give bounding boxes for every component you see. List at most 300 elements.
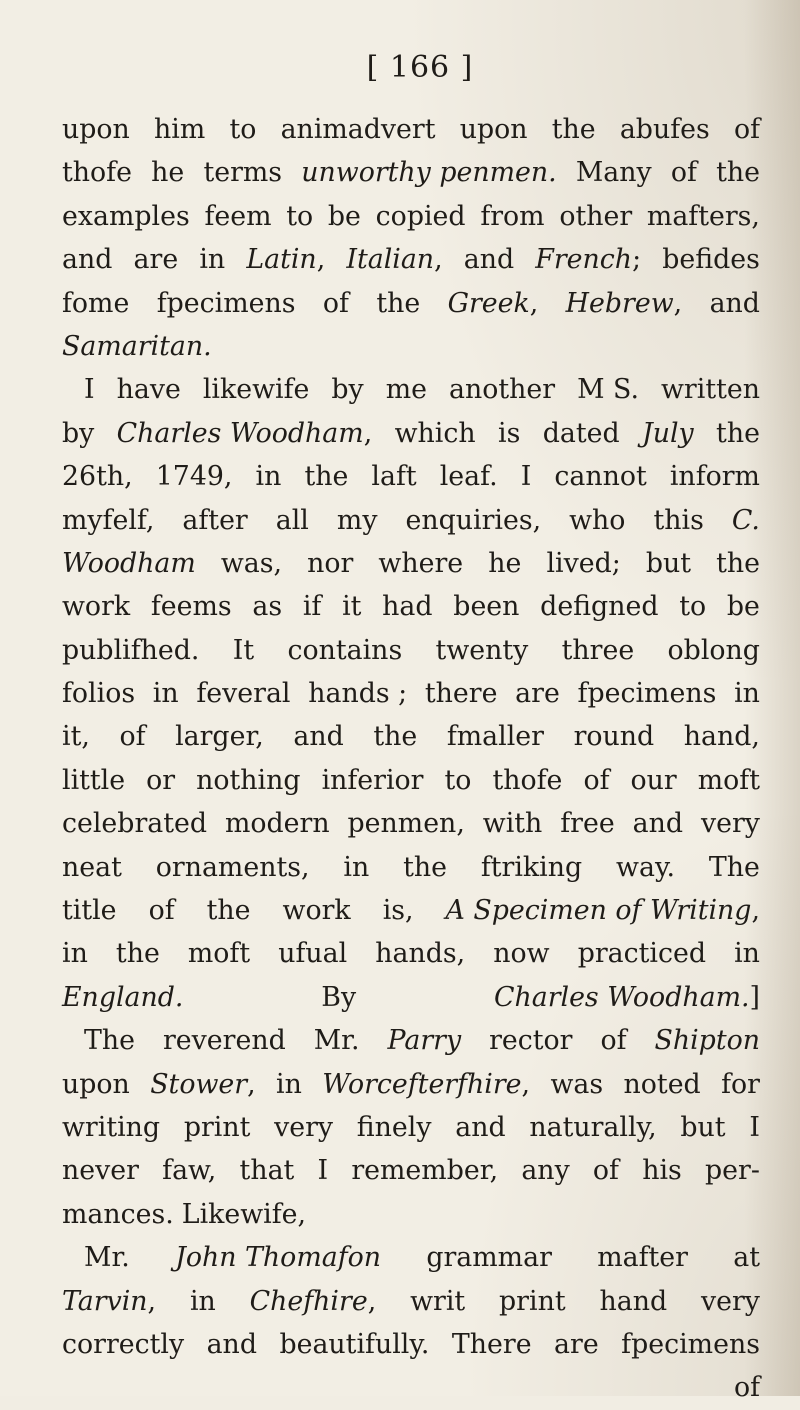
word xyxy=(661,368,760,411)
word xyxy=(322,1063,530,1106)
word-text: of xyxy=(119,721,146,753)
word-text: other xyxy=(559,200,633,232)
word xyxy=(616,846,675,889)
word xyxy=(62,151,132,194)
word xyxy=(566,282,683,325)
word xyxy=(62,1193,174,1236)
word-text: upon xyxy=(459,114,528,145)
word-text: I xyxy=(317,1155,329,1187)
word xyxy=(670,455,760,498)
word-text: hand xyxy=(599,1285,668,1317)
word xyxy=(62,585,130,628)
word-text: print xyxy=(183,1111,251,1143)
word-text: which xyxy=(394,417,476,449)
word-text: to xyxy=(679,591,707,623)
word-text: It xyxy=(232,634,255,666)
text-line xyxy=(62,1106,760,1149)
text-line xyxy=(62,802,760,845)
word xyxy=(119,715,145,758)
word xyxy=(154,108,205,151)
word-text: grammar xyxy=(426,1242,552,1274)
word xyxy=(156,846,310,889)
word xyxy=(62,499,154,542)
word-text: likewife xyxy=(202,374,310,406)
italic-word: Chefhire xyxy=(249,1285,368,1317)
word xyxy=(62,542,196,585)
word-text: practiced xyxy=(577,938,706,970)
word-text: fpecimens xyxy=(621,1328,760,1360)
italic-word: Charles Woodham xyxy=(116,417,364,449)
word xyxy=(376,282,420,325)
word xyxy=(578,932,706,975)
text-line xyxy=(62,1149,760,1192)
word xyxy=(624,1063,701,1106)
word-text: twenty xyxy=(435,634,529,666)
word-text: in xyxy=(255,461,282,493)
word-text: title xyxy=(62,895,117,927)
text-line xyxy=(62,151,760,194)
word xyxy=(343,846,369,889)
word-text: larger, xyxy=(175,721,264,753)
word xyxy=(321,976,356,1019)
word xyxy=(84,368,95,411)
word-text: and xyxy=(206,1328,257,1360)
word-text: free xyxy=(560,808,615,840)
word xyxy=(733,1236,760,1279)
word xyxy=(599,1280,667,1323)
word xyxy=(481,846,582,889)
text-line xyxy=(62,325,760,368)
italic-word: unworthy penmen. xyxy=(301,157,557,189)
word-text: , xyxy=(529,287,539,319)
italic-word: England. xyxy=(62,981,184,1013)
word-text: are xyxy=(554,1328,599,1360)
word xyxy=(62,238,112,281)
word-text: oblong xyxy=(667,634,760,666)
italic-word: Samaritan. xyxy=(62,330,212,362)
word xyxy=(631,759,677,802)
text-line xyxy=(62,368,760,411)
word xyxy=(493,932,549,975)
word-text: writing xyxy=(62,1111,161,1143)
word-text: was xyxy=(550,1068,604,1100)
word-text: celebrated xyxy=(62,808,208,840)
word xyxy=(448,282,539,325)
word xyxy=(386,368,427,411)
word xyxy=(337,499,378,542)
word xyxy=(646,542,691,585)
word xyxy=(190,1280,216,1323)
word-text: work xyxy=(62,591,131,623)
word-text: the xyxy=(716,547,760,579)
word xyxy=(668,629,760,672)
word-text: in xyxy=(62,938,88,970)
text-line xyxy=(62,585,760,628)
word xyxy=(576,151,652,194)
word xyxy=(62,325,212,368)
text-line xyxy=(62,846,760,889)
word xyxy=(600,1019,626,1062)
word-text: he xyxy=(151,157,185,189)
word xyxy=(314,1019,360,1062)
italic-word: Latin xyxy=(246,244,317,276)
word xyxy=(287,629,402,672)
word xyxy=(698,759,760,802)
word xyxy=(710,282,760,325)
word-text: Likewife, xyxy=(181,1198,307,1230)
word-text: , xyxy=(751,895,760,927)
word xyxy=(488,542,521,585)
word-text: by xyxy=(331,374,364,406)
word xyxy=(709,846,760,889)
word-text: way. xyxy=(616,851,676,883)
text-line xyxy=(62,976,760,1019)
text-line xyxy=(62,672,760,715)
word-text: is xyxy=(498,417,521,449)
text-line xyxy=(62,1019,760,1062)
italic-word: Shipton xyxy=(654,1025,760,1057)
word xyxy=(489,1019,572,1062)
word xyxy=(559,195,632,238)
word xyxy=(307,542,353,585)
word-text: hands ; xyxy=(308,678,408,710)
word-text: very xyxy=(700,1285,760,1317)
word-text: Mr. xyxy=(84,1242,130,1274)
word xyxy=(62,672,135,715)
word xyxy=(62,1149,139,1192)
word xyxy=(286,195,313,238)
word xyxy=(373,715,417,758)
word-text: thofe xyxy=(492,764,563,796)
word xyxy=(62,715,90,758)
word-text: the xyxy=(115,938,160,970)
word xyxy=(552,108,596,151)
word xyxy=(494,976,760,1019)
word-text: mafters, xyxy=(646,200,760,232)
word-text: print xyxy=(499,1285,566,1317)
word-text: writ xyxy=(410,1285,466,1317)
word-text: that xyxy=(239,1155,295,1187)
word xyxy=(62,1280,156,1323)
word-text: the xyxy=(304,461,349,493)
word xyxy=(151,151,184,194)
word xyxy=(382,585,432,628)
word xyxy=(203,151,282,194)
word-text: but xyxy=(645,547,692,579)
word xyxy=(207,1323,257,1366)
word xyxy=(453,585,519,628)
word xyxy=(62,1106,160,1149)
word xyxy=(221,542,282,585)
word xyxy=(653,499,703,542)
word-text: noted xyxy=(623,1068,701,1100)
word-text: the xyxy=(403,851,447,883)
word-text: who xyxy=(569,504,626,536)
word xyxy=(721,1063,760,1106)
word-text: in xyxy=(734,678,760,710)
word-text: folios xyxy=(62,678,136,710)
word xyxy=(492,759,562,802)
word-text: I xyxy=(520,461,532,493)
word-text: work xyxy=(282,895,351,927)
word-text: for xyxy=(721,1068,760,1100)
word-text: fpecimens xyxy=(577,678,717,710)
word xyxy=(597,1236,688,1279)
word xyxy=(156,455,233,498)
word xyxy=(62,412,94,455)
word xyxy=(318,1149,329,1192)
word-text: neat xyxy=(62,851,122,883)
word xyxy=(204,195,271,238)
italic-word: Worcefterfhire xyxy=(322,1068,522,1100)
word xyxy=(225,802,330,845)
text-line xyxy=(62,238,760,281)
italic-word: French xyxy=(535,244,633,276)
word-text: contains xyxy=(287,634,403,666)
word xyxy=(562,629,635,672)
word-text: upon xyxy=(62,114,130,145)
word-text: very xyxy=(700,808,760,840)
word xyxy=(655,1019,761,1062)
word-text: By xyxy=(321,981,357,1013)
word xyxy=(146,759,175,802)
word xyxy=(233,629,254,672)
word-text: the xyxy=(716,157,760,189)
word xyxy=(499,1280,566,1323)
word xyxy=(328,195,361,238)
word xyxy=(734,932,760,975)
word-text: to xyxy=(229,114,257,145)
word xyxy=(279,1323,429,1366)
word xyxy=(293,715,343,758)
word xyxy=(734,108,760,151)
word xyxy=(716,412,760,455)
text-line xyxy=(62,499,760,542)
word xyxy=(410,1280,465,1323)
word-text: abufes xyxy=(619,114,710,145)
word-text: lived; xyxy=(546,547,621,579)
word-text: of xyxy=(670,157,697,189)
word xyxy=(749,1106,760,1149)
word-text: at xyxy=(733,1242,760,1274)
word-text: it, xyxy=(62,721,90,753)
word xyxy=(515,672,560,715)
word xyxy=(633,802,683,845)
word-text: in xyxy=(343,851,370,883)
word xyxy=(84,1019,135,1062)
word xyxy=(647,195,760,238)
word xyxy=(182,1193,306,1236)
word xyxy=(303,585,322,628)
italic-word: Hebrew xyxy=(565,287,674,319)
word-text: hand, xyxy=(683,721,760,753)
word xyxy=(447,715,544,758)
italic-word: Charles Woodham. xyxy=(493,981,750,1013)
word-text: ; xyxy=(632,244,642,276)
text-line xyxy=(62,412,760,455)
word-text: leaf. xyxy=(439,461,498,493)
word-text: defigned xyxy=(540,591,659,623)
word-text: of xyxy=(733,114,760,145)
word-text: be xyxy=(327,200,361,232)
word xyxy=(342,585,361,628)
word-text: another xyxy=(449,374,556,406)
word xyxy=(529,1106,656,1149)
word-text: I xyxy=(749,1111,760,1143)
word-text: feem xyxy=(204,200,272,232)
word xyxy=(480,195,544,238)
word-text: cannot xyxy=(554,461,647,493)
word-text: dated xyxy=(542,417,620,449)
word-text: in xyxy=(276,1068,302,1100)
word-text: inferior xyxy=(321,764,424,796)
word xyxy=(734,672,760,715)
word xyxy=(62,282,129,325)
word xyxy=(283,889,351,932)
word-text: where xyxy=(378,547,464,579)
word xyxy=(680,1106,725,1149)
word xyxy=(322,759,424,802)
word xyxy=(378,542,463,585)
word-text: myfelf, xyxy=(62,504,155,536)
italic-word: John Thomafon xyxy=(175,1242,382,1274)
text-line xyxy=(62,1366,760,1409)
word-text: him xyxy=(154,114,206,145)
word-text: to xyxy=(286,200,314,232)
word xyxy=(196,672,290,715)
word-text: me xyxy=(385,374,427,406)
word xyxy=(62,108,130,151)
word-text: and xyxy=(709,287,760,319)
word xyxy=(62,802,207,845)
word xyxy=(620,108,710,151)
word xyxy=(163,1019,286,1062)
word-text: have xyxy=(116,374,181,406)
word-text: upon xyxy=(62,1068,130,1100)
italic-word: July xyxy=(641,417,694,449)
word xyxy=(150,1063,255,1106)
word-text: the xyxy=(373,721,418,753)
word-text: the xyxy=(716,417,760,449)
word-text: our xyxy=(630,764,677,796)
word-text: to xyxy=(444,764,472,796)
word xyxy=(331,368,363,411)
text-line xyxy=(62,1236,760,1279)
word xyxy=(460,108,528,151)
text-line xyxy=(62,1063,760,1106)
word-text: nor xyxy=(307,547,354,579)
word xyxy=(274,1106,333,1149)
word-text: his xyxy=(642,1155,682,1187)
text-line xyxy=(62,629,760,672)
text-line xyxy=(62,932,760,975)
word xyxy=(301,151,556,194)
word-text: the xyxy=(376,287,421,319)
word-text: of xyxy=(148,895,175,927)
word xyxy=(375,932,465,975)
word xyxy=(642,412,694,455)
word xyxy=(540,585,658,628)
word xyxy=(281,108,436,151)
word-text: Many xyxy=(575,157,652,189)
word-text: of xyxy=(600,1025,627,1057)
word-text: the xyxy=(206,895,251,927)
word-text: and xyxy=(62,244,113,276)
word xyxy=(521,1149,569,1192)
word xyxy=(388,1019,462,1062)
text-line xyxy=(62,1193,760,1236)
word-text: there xyxy=(424,678,498,710)
word-text: and xyxy=(632,808,684,840)
word-text: , xyxy=(367,1285,377,1317)
word-text: in xyxy=(152,678,179,710)
word-text: animadvert xyxy=(280,114,436,145)
word-text: remember, xyxy=(351,1155,499,1187)
word xyxy=(535,238,641,281)
word xyxy=(621,1323,760,1366)
word-text: feems xyxy=(150,591,232,623)
word xyxy=(184,1106,251,1149)
word-text: in xyxy=(189,1285,216,1317)
word xyxy=(705,1149,760,1192)
word xyxy=(149,889,175,932)
word xyxy=(162,1149,216,1192)
word-text: thofe xyxy=(62,157,132,189)
word-text: , xyxy=(247,1068,256,1100)
word xyxy=(276,1063,302,1106)
italic-word: Italian xyxy=(346,244,435,276)
word xyxy=(671,151,697,194)
word xyxy=(196,759,300,802)
word-text: are xyxy=(133,244,179,276)
word xyxy=(642,1149,682,1192)
word-text: , xyxy=(521,1068,531,1100)
word-text: all xyxy=(275,504,309,536)
word-text: fpecimens xyxy=(156,287,296,319)
word-text: after xyxy=(182,504,248,536)
word-text: per- xyxy=(705,1155,760,1187)
text-line xyxy=(62,195,760,238)
word-text: and xyxy=(293,721,344,753)
word-text: of xyxy=(583,764,610,796)
word xyxy=(574,715,655,758)
word-text: as xyxy=(252,591,283,623)
text-line xyxy=(62,889,760,932)
word xyxy=(716,542,760,585)
word-text: befides xyxy=(662,244,760,276)
word xyxy=(546,542,620,585)
word xyxy=(157,282,296,325)
word-text: enquiries, xyxy=(405,504,542,536)
word xyxy=(445,759,472,802)
word xyxy=(371,455,416,498)
word xyxy=(383,889,414,932)
word-text: and xyxy=(463,244,515,276)
word xyxy=(550,1063,603,1106)
word-text: written xyxy=(661,374,760,406)
word-text: beautifully. xyxy=(279,1328,430,1360)
word-text: he xyxy=(488,547,522,579)
word-text: the xyxy=(551,114,596,145)
word xyxy=(276,499,309,542)
word xyxy=(153,672,179,715)
word xyxy=(62,1323,184,1366)
word-text: There xyxy=(451,1328,532,1360)
word xyxy=(229,108,256,151)
word xyxy=(395,412,476,455)
word-text: are xyxy=(515,678,560,710)
word xyxy=(62,846,122,889)
